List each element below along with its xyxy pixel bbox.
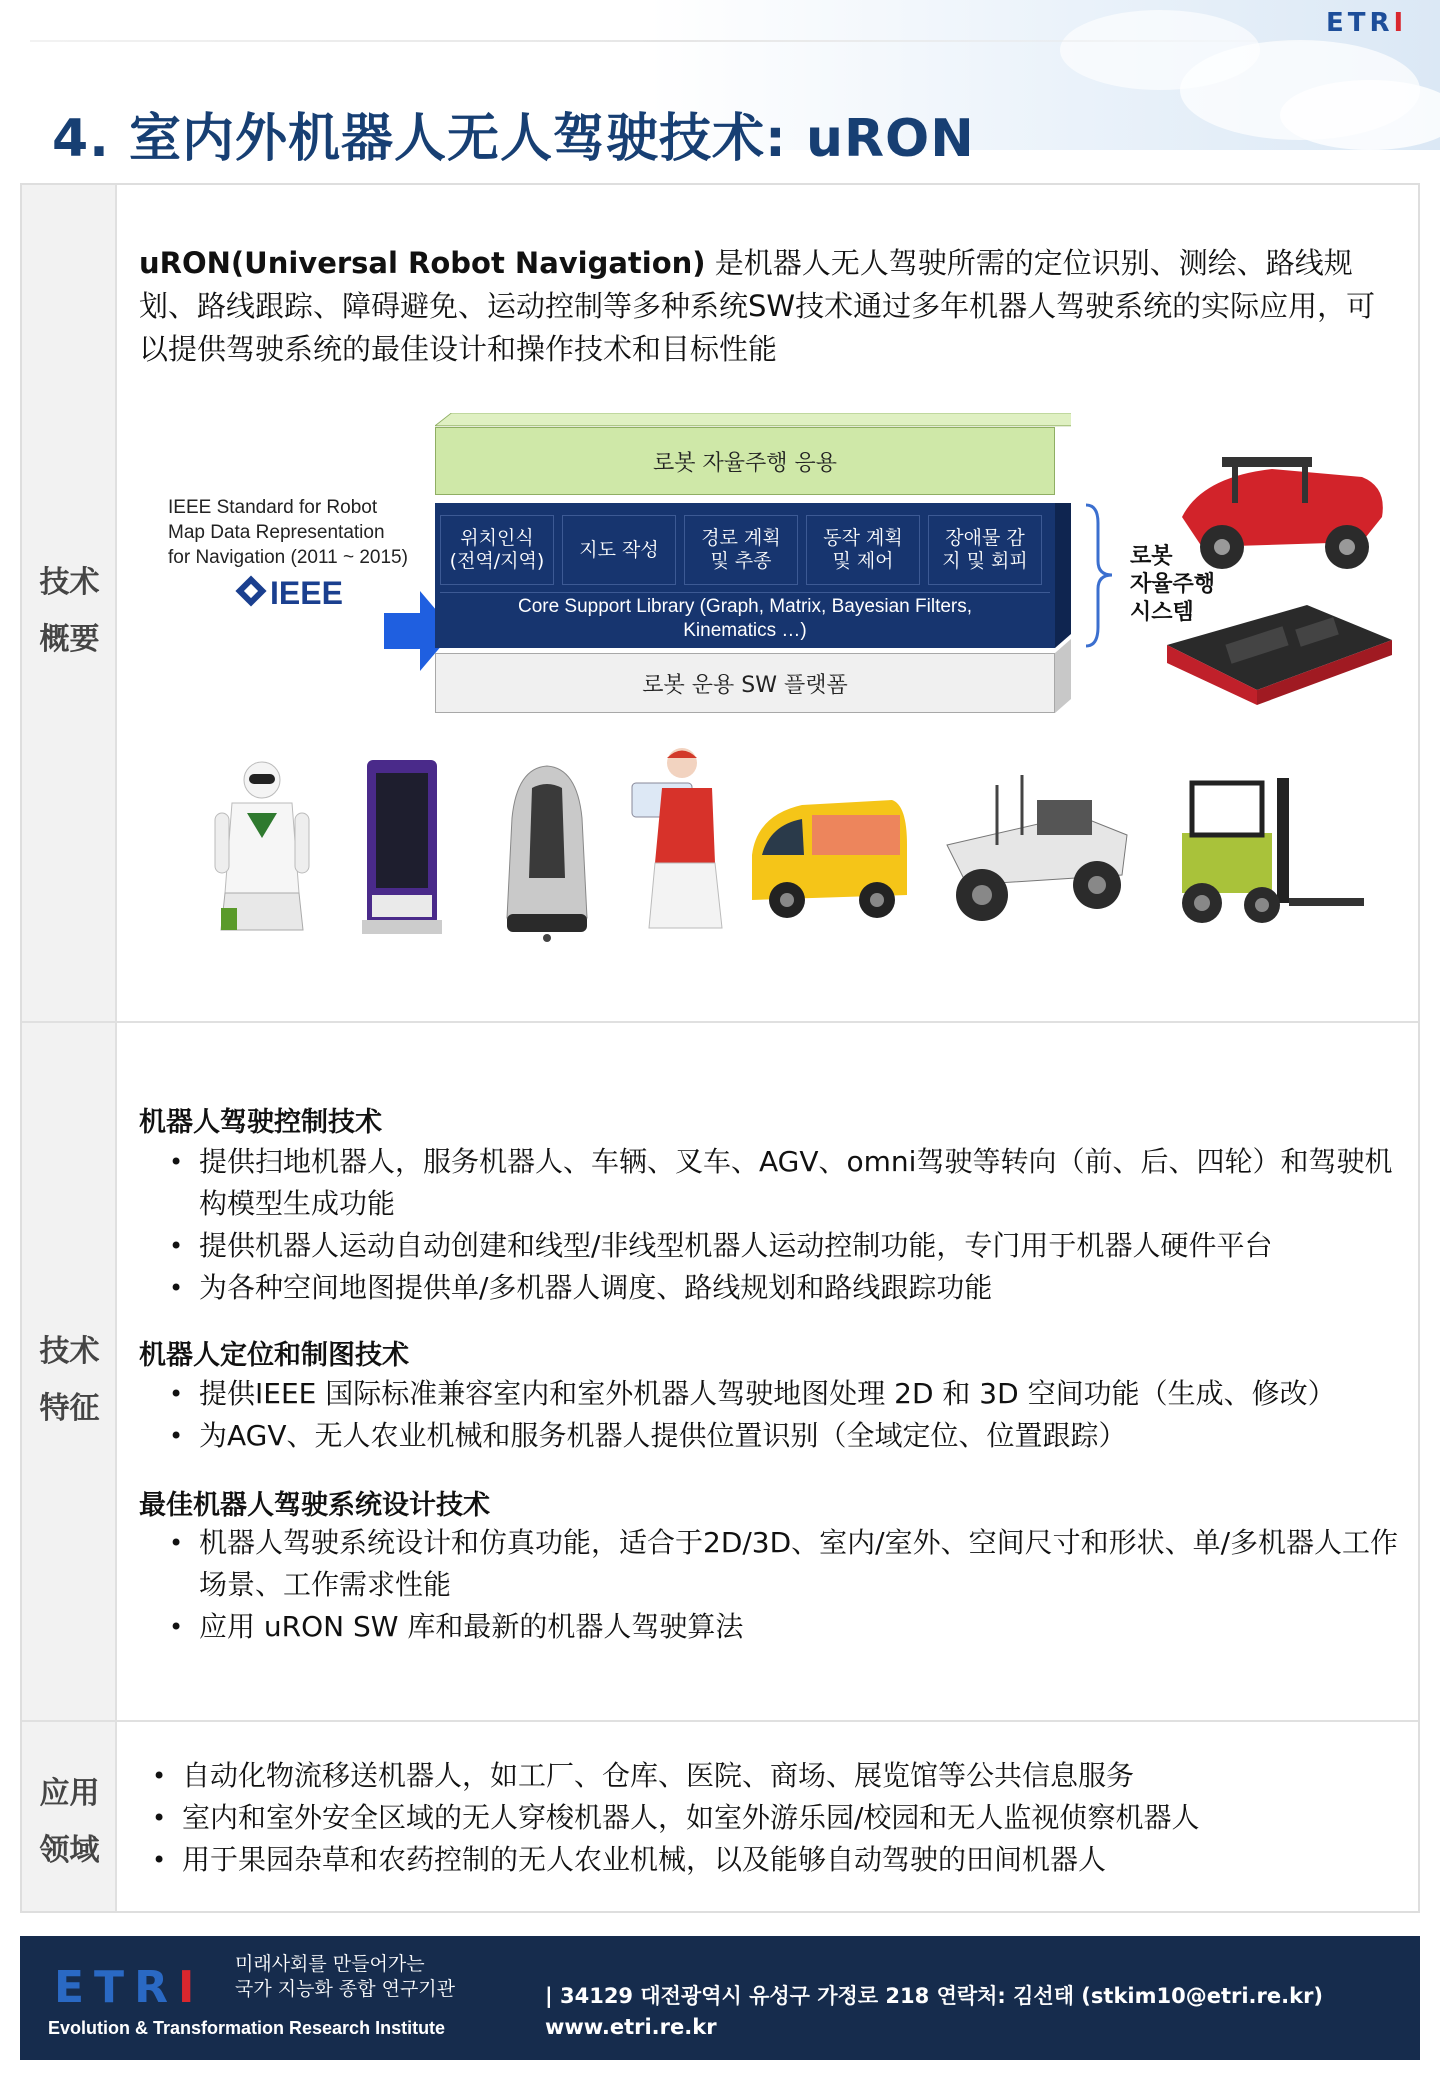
core-support-library: Core Support Library (Graph, Matrix, Bayesian Filters, Kinematics …) xyxy=(440,592,1050,644)
footer xyxy=(20,1936,1420,2060)
module-mapping: 지도 작성 xyxy=(562,515,676,585)
architecture-diagram xyxy=(22,185,1422,1185)
brace-icon xyxy=(1082,503,1116,648)
feature-list xyxy=(159,1522,1409,1648)
footer-institute-name: Evolution & Transformation Research Institute xyxy=(48,2018,446,2038)
application-list xyxy=(142,1755,1402,1881)
footer-etri-logo: ETRI xyxy=(54,1962,205,2013)
reception-robot-image xyxy=(627,743,737,943)
feature-heading: 最佳机器人驾驶系统设计技术 xyxy=(139,1490,490,1521)
module-obstacle-avoidance: 장애물 감 지 및 회피 xyxy=(928,515,1042,585)
forklift-image xyxy=(1162,773,1372,938)
feature-list xyxy=(159,1141,1409,1309)
list-item: • 提供IEEE 国际标准兼容室内和室外机器人驾驶地图处理 2D 和 3D 空间功能（生成、修改） xyxy=(159,1373,1409,1415)
list-item: • 为各种空间地图提供单/多机器人调度、路线规划和路线跟踪功能 xyxy=(159,1267,1409,1309)
list-item: • 为AGV、无人农业机械和服务机器人提供位置识别（全域定位、位置跟踪） xyxy=(159,1415,1409,1457)
website-link[interactable]: www.etri.re.kr xyxy=(545,2015,717,2039)
robot-system-label: 로봇 자율주행 시스템 xyxy=(1130,544,1216,625)
footer-contact: | 34129 대전광역시 유성구 가정로 218 연락처: 김선태 (stkim10@etri.re.kr) www.etri.re.kr xyxy=(545,1981,1323,2043)
list-item: • 提供机器人运动自动创建和线型/非线型机器人运动控制功能，专门用于机器人硬件平台 xyxy=(159,1225,1409,1267)
features-label: 技术 特征 xyxy=(39,1334,100,1426)
ieee-logo: IEEE xyxy=(240,575,343,612)
module-path-planning: 경로 계획 및 추종 xyxy=(684,515,798,585)
humanoid-service-robot-image xyxy=(207,758,317,938)
ieee-standard-caption: IEEE Standard for Robot Map Data Representation for Navigation (2011 ~ 2015) xyxy=(168,497,408,568)
overview-label: 技术 概要 xyxy=(39,565,100,657)
list-item: • 自动化物流移送机器人，如工厂、仓库、医院、商场、展览馆等公共信息服务 xyxy=(142,1755,1402,1797)
feature-heading: 机器人定位和制图技术 xyxy=(139,1340,409,1371)
header-rule xyxy=(30,40,1330,42)
content-frame xyxy=(20,183,1420,1913)
red-agricultural-vehicle-image xyxy=(1162,447,1392,577)
footer-slogan: 미래사회를 만들어가는 국가 지능화 종합 연구기관 xyxy=(235,1953,456,2000)
red-mobile-platform-image xyxy=(1157,595,1397,710)
layer-side-edge xyxy=(1055,503,1073,713)
list-item: • 室内和室外安全区域的无人穿梭机器人，如室外游乐园/校园和无人监视侦察机器人 xyxy=(142,1797,1402,1839)
section-divider xyxy=(22,1720,1418,1722)
agricultural-robot-image xyxy=(927,765,1142,940)
list-item: • 用于果园杂草和农药控制的无人农业机械，以及能够自动驾驶的田间机器人 xyxy=(142,1839,1402,1881)
applications-label: 应用 领域 xyxy=(39,1776,100,1868)
feature-list xyxy=(159,1373,1409,1457)
guide-robot-image xyxy=(497,758,597,943)
overview-intro: uRON(Universal Robot Navigation) 是机器人无人驾驶所需的定位识别、测绘、路线规划、路线跟踪、障碍避免、运动控制等多种系统SW技术通过多年机器人驾驶系统的实际应用，可以提供驾驶系统的最佳设计和操作技术和目标性能 xyxy=(139,246,1376,366)
platform-layer: 로봇 운용 SW 플랫폼 xyxy=(435,653,1055,713)
module-localization: 위치인식 (전역/지역) xyxy=(440,515,554,585)
application-layer: 로봇 자율주행 응용 xyxy=(435,427,1055,495)
page-title: 4. 室内外机器人无人驾驶技术: uRON xyxy=(52,109,975,169)
list-item: • 应用 uRON SW 库和最新的机器人驾驶算法 xyxy=(159,1606,1409,1648)
module-motion-control: 동작 계획 및 제어 xyxy=(806,515,920,585)
list-item: • 机器人驾驶系统设计和仿真功能，适合于2D/3D、室内/室外、空间尺寸和形状、单/多机器人工作场景、工作需求性能 xyxy=(159,1522,1409,1606)
list-item: • 提供扫地机器人，服务机器人、车辆、叉车、AGV、omni驾驶等转向（前、后、四轮）和驾驶机构模型生成功能 xyxy=(159,1141,1409,1225)
feature-heading: 机器人驾驶控制技术 xyxy=(139,1107,382,1138)
etri-logo: ETRI xyxy=(1326,8,1408,38)
yellow-vehicle-image xyxy=(742,785,912,935)
kiosk-robot-image xyxy=(352,755,452,940)
